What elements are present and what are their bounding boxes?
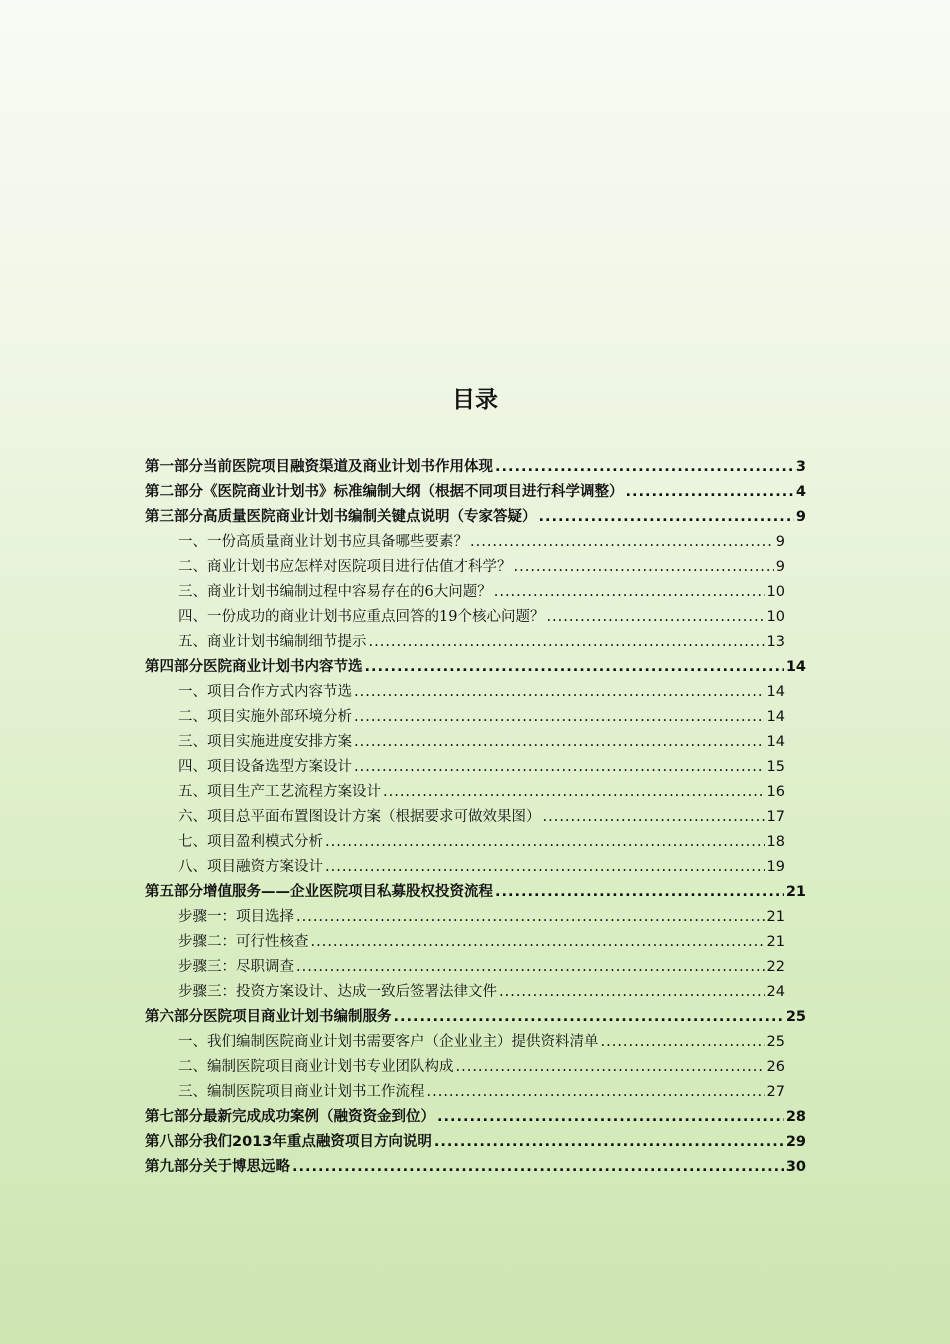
toc-entry[interactable] [145,930,785,955]
toc-entry-label: 第二部分《医院商业计划书》标准编制大纲（根据不同项目进行科学调整） [145,484,624,500]
toc-entry-page-number: 9 [775,559,785,575]
toc-entry[interactable] [145,730,785,755]
toc-entry[interactable] [145,780,785,805]
toc-entry-page-number: 13 [766,634,785,650]
toc-entry[interactable] [145,630,785,655]
toc-entry-page-number: 27 [766,1084,785,1100]
toc-entry-label: 七、项目盈利模式分析 [178,834,323,850]
toc-entry-page-number: 21 [766,909,785,925]
toc-entry[interactable] [145,855,785,880]
toc-entry[interactable] [145,530,785,555]
toc-entry-label: 一、我们编制医院商业计划书需要客户（企业业主）提供资料清单 [178,1034,599,1050]
toc-entry[interactable] [145,1105,806,1130]
toc-dot-leader [383,780,765,805]
toc-entry-label: 第七部分最新完成成功案例（融资资金到位） [145,1109,435,1125]
toc-entry[interactable] [145,755,785,780]
toc-dot-leader [354,755,765,780]
toc-entry-label: 第六部分医院项目商业计划书编制服务 [145,1009,392,1025]
toc-entry-label: 第三部分高质量医院商业计划书编制关键点说明（专家答疑） [145,509,537,525]
toc-entry-page-number: 14 [785,659,806,675]
toc-dot-leader [354,705,765,730]
toc-entry-label: 第八部分我们2013年重点融资项目方向说明 [145,1134,432,1150]
toc-dot-leader [499,980,765,1005]
toc-entry-page-number: 10 [766,584,785,600]
toc-entry-label: 五、商业计划书编制细节提示 [178,634,367,650]
toc-dot-leader [495,880,784,905]
toc-entry-page-number: 18 [766,834,785,850]
toc-entry[interactable] [145,830,785,855]
toc-dot-leader [434,1130,784,1155]
toc-entry-label: 第九部分关于博思远略 [145,1159,290,1175]
toc-entry[interactable] [145,1130,806,1155]
toc-entry-page-number: 25 [766,1034,785,1050]
toc-entry-label: 六、项目总平面布置图设计方案（根据要求可做效果图） [178,809,541,825]
toc-dot-leader [292,1155,784,1180]
toc-entry-page-number: 21 [766,934,785,950]
page-title: 目录 [452,387,498,413]
toc-entry-page-number: 4 [795,484,806,500]
toc-entry-label: 一、项目合作方式内容节选 [178,684,352,700]
toc-dot-leader [514,555,774,580]
toc-entry-label: 二、商业计划书应怎样对医院项目进行估值才科学？ [178,559,512,575]
toc-entry-page-number: 14 [766,684,785,700]
toc-dot-leader [427,1080,765,1105]
toc-entry-label: 三、项目实施进度安排方案 [178,734,352,750]
toc-entry[interactable] [145,1005,806,1030]
toc-entry-label: 二、项目实施外部环境分析 [178,709,352,725]
toc-dot-leader [296,955,765,980]
toc-entry-label: 第五部分增值服务——企业医院项目私募股权投资流程 [145,884,493,900]
toc-entry-label: 二、编制医院项目商业计划书专业团队构成 [178,1059,454,1075]
toc-dot-leader [394,1005,784,1030]
toc-dot-leader [365,655,784,680]
toc-entry-page-number: 10 [766,609,785,625]
toc-dot-leader [601,1030,765,1055]
toc-entry[interactable] [145,705,785,730]
toc-dot-leader [626,480,794,505]
toc-dot-leader [296,905,765,930]
toc-entry-page-number: 30 [785,1159,806,1175]
toc-entry-label: 第四部分医院商业计划书内容节选 [145,659,363,675]
toc-entry[interactable] [145,480,806,505]
toc-dot-leader [539,505,794,530]
toc-entry-label: 步骤三：尽职调查 [178,959,294,975]
toc-dot-leader [325,830,765,855]
toc-entry[interactable] [145,905,785,930]
toc-entry-label: 五、项目生产工艺流程方案设计 [178,784,381,800]
toc-dot-leader [494,580,765,605]
toc-entry[interactable] [145,880,806,905]
toc-dot-leader [437,1105,784,1130]
toc-entry[interactable] [145,455,806,480]
toc-dot-leader [456,1055,765,1080]
toc-entry[interactable] [145,680,785,705]
toc-entry[interactable] [145,505,806,530]
toc-dot-leader [369,630,765,655]
toc-entry-page-number: 25 [785,1009,806,1025]
toc-dot-leader [546,605,764,630]
toc-entry[interactable] [145,555,785,580]
toc-dot-leader [311,930,765,955]
toc-entry-label: 一、一份高质量商业计划书应具备哪些要素？ [178,534,468,550]
toc-dot-leader [325,855,765,880]
toc-entry[interactable] [145,955,785,980]
toc-entry[interactable] [145,1030,785,1055]
toc-entry-label: 八、项目融资方案设计 [178,859,323,875]
toc-entry-page-number: 14 [766,709,785,725]
toc-entry[interactable] [145,1080,785,1105]
toc-entry-label: 步骤一：项目选择 [178,909,294,925]
toc-entry-page-number: 9 [775,534,785,550]
toc-entry-page-number: 26 [766,1059,785,1075]
toc-entry-label: 步骤二：可行性核查 [178,934,309,950]
toc-dot-leader [354,680,765,705]
toc-entry-page-number: 28 [785,1109,806,1125]
toc-entry[interactable] [145,1155,806,1180]
toc-entry-page-number: 22 [766,959,785,975]
toc-entry[interactable] [145,655,806,680]
toc-entry-page-number: 15 [766,759,785,775]
toc-entry-page-number: 3 [795,459,806,475]
toc-dot-leader [495,455,794,480]
toc-entry-page-number: 29 [785,1134,806,1150]
toc-entry[interactable] [145,805,785,830]
toc-entry-page-number: 9 [795,509,806,525]
toc-dot-leader [354,730,765,755]
toc-entry-label: 四、项目设备选型方案设计 [178,759,352,775]
toc-entry-label: 第一部分当前医院项目融资渠道及商业计划书作用体现 [145,459,493,475]
toc-entry-page-number: 14 [766,734,785,750]
toc-dot-leader [470,530,774,555]
toc-entry[interactable] [145,580,785,605]
toc-entry[interactable] [145,1055,785,1080]
toc-entry-page-number: 19 [766,859,785,875]
toc-entry-page-number: 24 [766,984,785,1000]
toc-entry[interactable] [145,980,785,1005]
toc-entry-page-number: 16 [766,784,785,800]
toc-entry-label: 三、商业计划书编制过程中容易存在的6大问题？ [178,584,492,600]
toc-entry[interactable] [145,605,785,630]
toc-entry-label: 三、编制医院项目商业计划书工作流程 [178,1084,425,1100]
toc-dot-leader [543,805,765,830]
toc-entry-page-number: 21 [785,884,806,900]
toc-entry-label: 步骤三：投资方案设计、达成一致后签署法律文件 [178,984,497,1000]
table-of-contents [145,455,806,1180]
toc-entry-label: 四、一份成功的商业计划书应重点回答的19个核心问题？ [178,609,545,625]
toc-entry-page-number: 17 [766,809,785,825]
